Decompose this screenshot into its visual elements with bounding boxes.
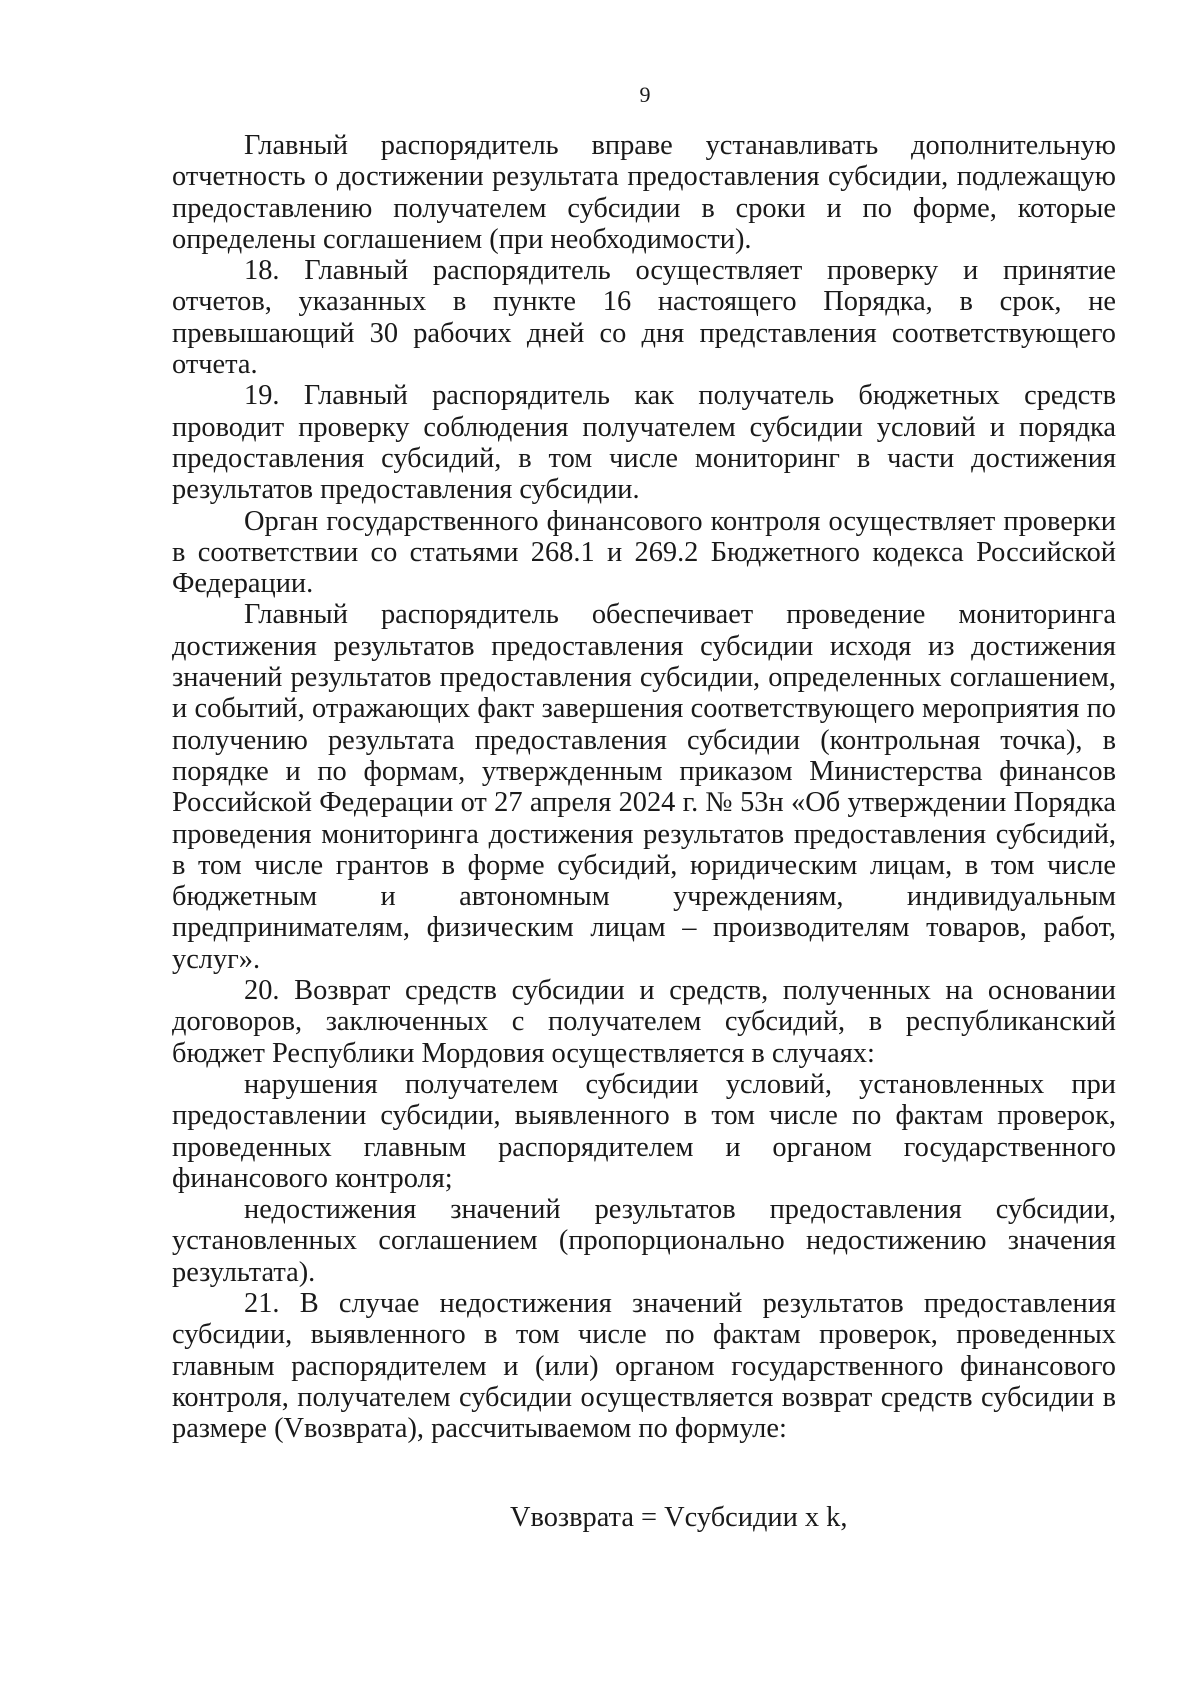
paragraph-non-achievement-case: недостижения значений результатов предоставления субсидии, установленных соглашением (пропорционально недостижению значения результата). (172, 1194, 1116, 1288)
paragraph-19: 19. Главный распорядитель как получатель бюджетных средств проводит проверку соблюдения получателем субсидии условий и порядка предоставления субсидий, в том числе мониторинг в части достижения результатов предоставления субсидии. (172, 380, 1116, 506)
paragraph-18: 18. Главный распорядитель осуществляет проверку и принятие отчетов, указанных в пункте 16 настоящего Порядка, в срок, не превышающий 30 рабочих дней со дня представления соответствующего отчета. (172, 255, 1116, 381)
paragraph-financial-control: Орган государственного финансового контроля осуществляет проверки в соответствии со статьями 268.1 и 269.2 Бюджетного кодекса Российской Федерации. (172, 505, 1116, 600)
refund-formula: Vвозврата = Vсубсидии x k, (510, 1502, 848, 1533)
document-body (172, 130, 1116, 1444)
paragraph-21: 21. В случае недостижения значений результатов предоставления субсидии, выявленного в том числе по фактам проверок, проведенных главным распорядителем и (или) органом государственного финансового контроля, получателем субсидии осуществляется возврат средств субсидии в размере (Vвозврата), рассчитываемом по формуле: (172, 1287, 1116, 1445)
paragraph-additional-reporting: Главный распорядитель вправе устанавливать дополнительную отчетность о достижении результата предоставления субсидии, подлежащую предоставлению получателем субсидии в сроки и по форме, которые определены соглашением (при необходимости). (172, 130, 1116, 255)
paragraph-20: 20. Возврат средств субсидии и средств, полученных на основании договоров, заключенных с получателем субсидий, в республиканский бюджет Республики Мордовия осуществляется в случаях: (172, 975, 1116, 1069)
paragraph-monitoring: Главный распорядитель обеспечивает проведение мониторинга достижения результатов предоставления субсидии исходя из достижения значений результатов предоставления субсидии, определенных соглашением, и событий, отражающих факт завершения соответствующего мероприятия по получению результата предоставления субсидии (контрольная точка), в порядке и по формам, утвержденным приказом Министерства финансов Российской Федерации от 27 апреля 2024 г. № 53н «Об утверждении Порядка проведения мониторинга достижения результатов предоставления субсидий, в том числе грантов в форме субсидий, юридическим лицам, в том числе бюджетным и автономным учреждениям, индивидуальным предпринимателям, физическим лицам – производителям товаров, работ, услуг». (172, 599, 1116, 975)
page-number: 9 (639, 82, 651, 107)
paragraph-violation-case: нарушения получателем субсидии условий, установленных при предоставлении субсидии, выявленного в том числе по фактам проверок, проведенных главным распорядителем и органом государственного финансового контроля; (172, 1068, 1116, 1194)
